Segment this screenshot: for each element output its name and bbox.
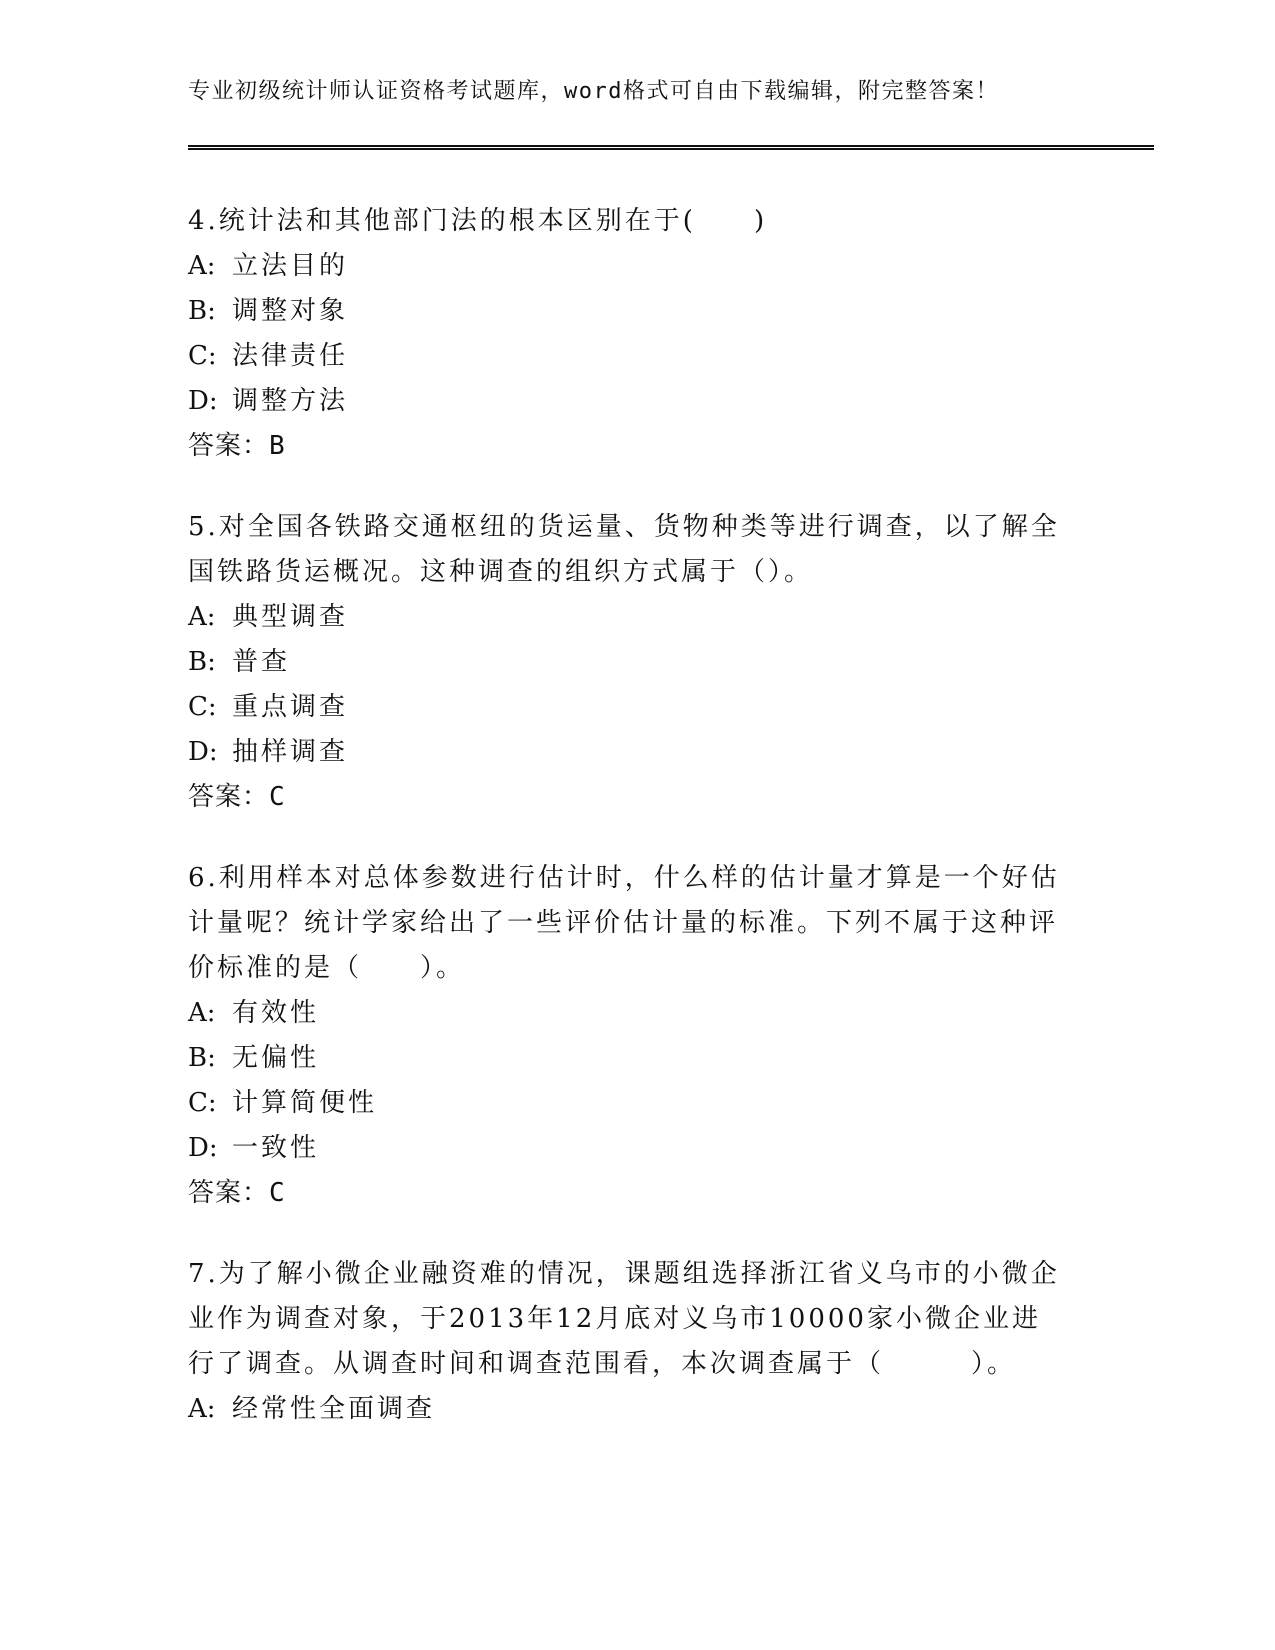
question-list xyxy=(188,199,1068,1468)
option-text: 典型调查 xyxy=(232,602,349,632)
option-c xyxy=(188,334,1068,379)
option-letter: C: xyxy=(188,1088,217,1118)
option-a xyxy=(188,1387,1068,1432)
option-d xyxy=(188,1126,1068,1171)
question-text: 5.对全国各铁路交通枢纽的货运量、货物种类等进行调查，以了解全国铁路货运概况。这种调查的组织方式属于（）。 xyxy=(188,512,1060,587)
option-letter: A: xyxy=(188,998,216,1028)
answer-label: 答案： xyxy=(188,431,270,461)
option-letter: A: xyxy=(188,251,216,281)
answer-value: B xyxy=(269,431,286,461)
option-d xyxy=(188,379,1068,424)
option-letter: B: xyxy=(188,647,216,677)
option-c xyxy=(188,685,1068,730)
option-c xyxy=(188,1081,1068,1126)
option-letter: B: xyxy=(188,296,216,326)
option-text: 经常性全面调查 xyxy=(232,1394,436,1424)
question-item xyxy=(188,199,1068,469)
option-b xyxy=(188,289,1068,334)
option-text: 有效性 xyxy=(232,998,320,1028)
option-letter: C: xyxy=(188,692,217,722)
question-item xyxy=(188,856,1068,1216)
option-text: 立法目的 xyxy=(232,251,349,281)
answer-value: C xyxy=(269,782,286,812)
answer-label: 答案： xyxy=(188,782,270,812)
option-a xyxy=(188,595,1068,640)
option-text: 计算简便性 xyxy=(232,1088,378,1118)
question-text: 6.利用样本对总体参数进行估计时，什么样的估计量才算是一个好估计量呢？统计学家给出了一些评价估计量的标准。下列不属于这种评价标准的是（ ）。 xyxy=(188,863,1060,983)
answer-label: 答案： xyxy=(188,1178,270,1208)
option-text: 一致性 xyxy=(232,1133,320,1163)
option-b xyxy=(188,640,1068,685)
question-text: 7.为了解小微企业融资难的情况，课题组选择浙江省义乌市的小微企业作为调查对象，于2013年12月底对义乌市10000家小微企业进行了调查。从调查时间和调查范围看，本次调查属于（ ）。 xyxy=(188,1259,1060,1379)
question-text: 4.统计法和其他部门法的根本区别在于( ) xyxy=(188,206,768,236)
option-d xyxy=(188,730,1068,775)
option-b xyxy=(188,1036,1068,1081)
option-text: 调整方法 xyxy=(232,386,349,416)
answer-line xyxy=(188,775,1068,820)
header-divider xyxy=(188,145,1154,150)
option-letter: D: xyxy=(188,737,218,767)
option-a xyxy=(188,991,1068,1036)
option-text: 抽样调查 xyxy=(232,737,349,767)
option-text: 调整对象 xyxy=(232,296,349,326)
answer-line xyxy=(188,424,1068,469)
question-item xyxy=(188,1252,1068,1432)
option-letter: D: xyxy=(188,1133,218,1163)
option-letter: C: xyxy=(188,341,217,371)
answer-value: C xyxy=(269,1178,286,1208)
option-letter: D: xyxy=(188,386,218,416)
option-text: 无偏性 xyxy=(232,1043,320,1073)
page-header: 专业初级统计师认证资格考试题库，word格式可自由下载编辑，附完整答案！ xyxy=(188,79,999,104)
option-a xyxy=(188,244,1068,289)
option-letter: A: xyxy=(188,602,216,632)
option-text: 法律责任 xyxy=(232,341,349,371)
option-text: 普查 xyxy=(232,647,291,677)
answer-line xyxy=(188,1171,1068,1216)
question-item xyxy=(188,505,1068,820)
option-letter: A: xyxy=(188,1394,216,1424)
option-letter: B: xyxy=(188,1043,216,1073)
option-text: 重点调查 xyxy=(232,692,349,722)
